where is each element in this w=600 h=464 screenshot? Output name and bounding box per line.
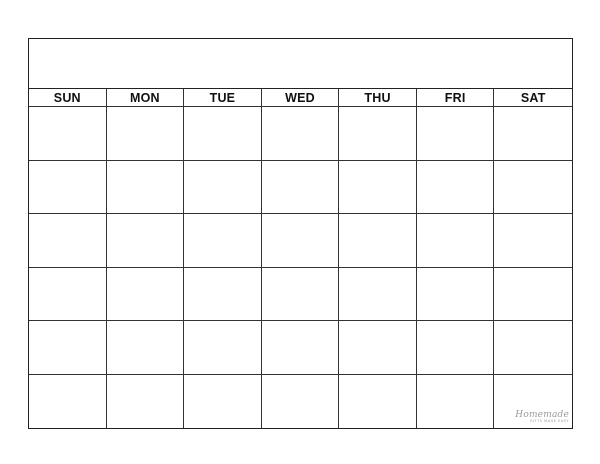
weekday-header-wed: WED [262, 89, 340, 107]
homemade-gifts-logo [515, 411, 569, 424]
day-cell [339, 268, 417, 322]
day-cell [184, 375, 262, 429]
day-cell [29, 268, 107, 322]
weekday-header-tue: TUE [184, 89, 262, 107]
day-cell [29, 107, 107, 161]
weekday-header-sat: SAT [494, 89, 572, 107]
day-cell [184, 107, 262, 161]
day-cell [107, 321, 185, 375]
day-cell [29, 321, 107, 375]
logo-brand-text: Homemade [515, 409, 569, 420]
weekday-header-mon: MON [107, 89, 185, 107]
day-cell [184, 161, 262, 215]
day-cell [107, 161, 185, 215]
day-cell [184, 214, 262, 268]
weekday-header-thu: THU [339, 89, 417, 107]
calendar-grid [29, 89, 572, 428]
calendar-page [28, 38, 573, 429]
day-cell [107, 268, 185, 322]
day-cell [262, 375, 340, 429]
day-cell [417, 375, 495, 429]
day-cell [494, 161, 572, 215]
day-cell [339, 214, 417, 268]
day-cell [262, 321, 340, 375]
day-cell [417, 321, 495, 375]
day-cell [262, 268, 340, 322]
month-title-box [29, 39, 572, 89]
day-cell [107, 214, 185, 268]
logo-tagline-text: GIFTS MADE EASY [529, 418, 569, 423]
day-cell [262, 161, 340, 215]
day-cell [29, 214, 107, 268]
day-cell [29, 375, 107, 429]
day-cell [262, 214, 340, 268]
day-cell [417, 107, 495, 161]
day-cell [29, 161, 107, 215]
weekday-header-fri: FRI [417, 89, 495, 107]
day-cell [184, 268, 262, 322]
day-cell [417, 161, 495, 215]
day-cell [417, 268, 495, 322]
day-cell [107, 375, 185, 429]
day-cell [494, 268, 572, 322]
day-cell [494, 107, 572, 161]
day-cell [339, 375, 417, 429]
day-cell [494, 214, 572, 268]
day-cell [262, 107, 340, 161]
day-cell [494, 321, 572, 375]
day-cell [339, 321, 417, 375]
day-cell [417, 214, 495, 268]
day-cell [339, 161, 417, 215]
day-cell [339, 107, 417, 161]
weekday-header-sun: SUN [29, 89, 107, 107]
day-cell [184, 321, 262, 375]
day-cell [107, 107, 185, 161]
